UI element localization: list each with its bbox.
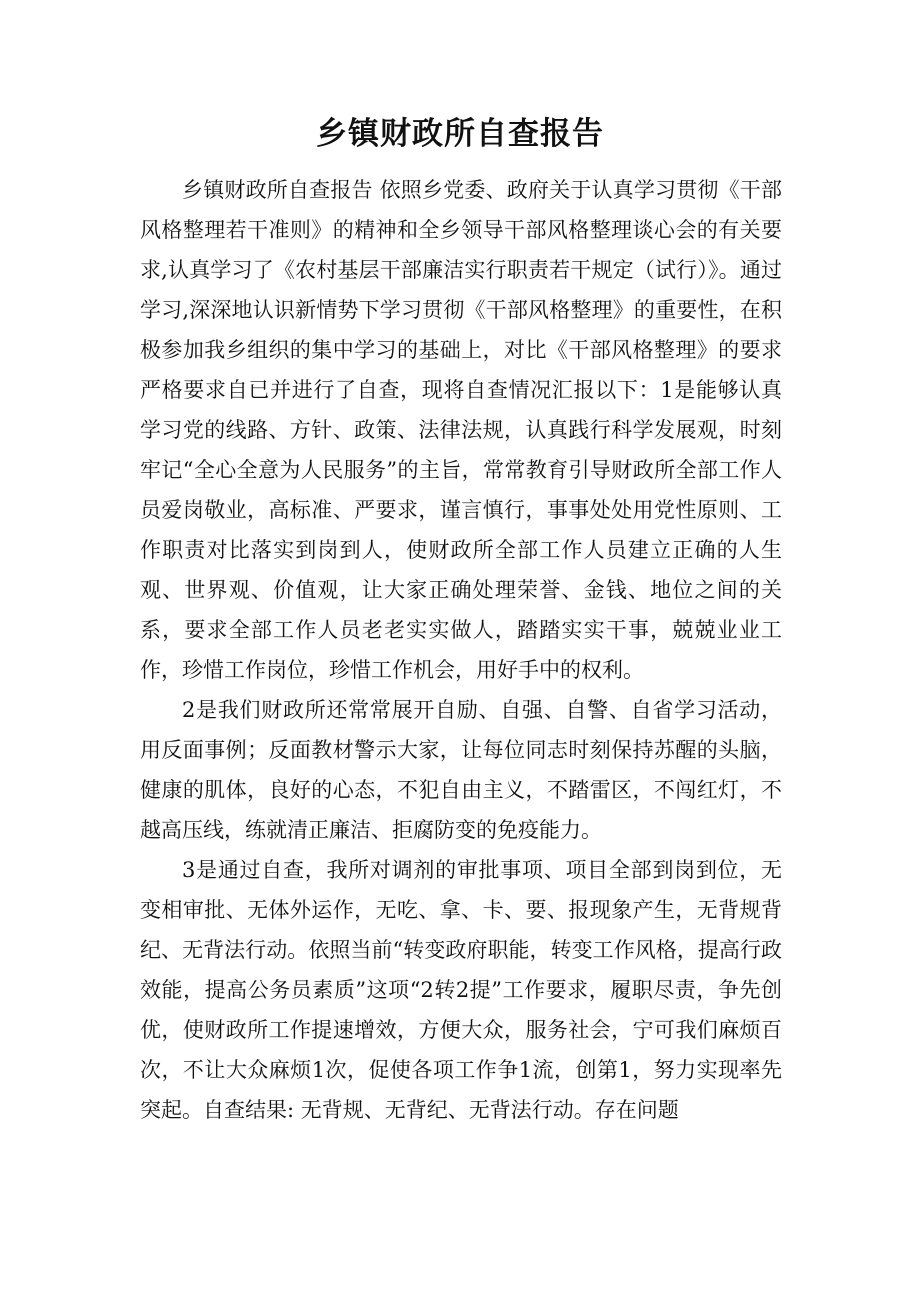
document-title: 乡镇财政所自查报告 [316, 116, 604, 152]
paragraph-1: 乡镇财政所自查报告 依照乡党委、政府关于认真学习贯彻《干部风格整理若干准则》的精神和全乡领导干部风格整理谈心会的有关要求,认真学习了《农村基层干部廉洁实行职责若干规定（试行）》。通过学习,深深地认识新情势下学习贯彻《干部风格整理》的重要性，在积极参加我乡组织的集中学习的基础上，对比《干部风格整理》的要求严格要求自已并进行了自查，现将自查情况汇报以下：1是能够认真学习党的线路、方针、政策、法律法规，认真践行科学发展观，时刻牢记“全心全意为人民服务”的主旨，常常教育引导财政所全部工作人员爱岗敬业，高标准、严要求，谨言慎行，事事处处用党性原则、工作职责对比落实到岗到人，使财政所全部工作人员建立正确的人生观、世界观、价值观，让大家正确处理荣誉、金钱、地位之间的关系，要求全部工作人员老老实实做人，踏踏实实干事，兢兢业业工作，珍惜工作岗位，珍惜工作机会，用好手中的权利。 [140, 178, 782, 682]
document-body [140, 170, 782, 1130]
paragraph-2: 2是我们财政所还常常展开自励、自强、自警、自省学习活动，用反面事例；反面教材警示大家，让每位同志时刻保持苏醒的头脑，健康的肌体，良好的心态，不犯自由主义，不踏雷区，不闯红灯，不越高压线，练就清正廉洁、拒腐防变的免疫能力。 [140, 698, 782, 842]
paragraph-3: 3是通过自查，我所对调剂的审批事项、项目全部到岗到位，无变相审批、无体外运作，无吃、拿、卡、要、报现象产生，无背规背纪、无背法行动。依照当前“转变政府职能，转变工作风格，提高行政效能，提高公务员素质”这项“2转2提”工作要求，履职尽责，争先创优，使财政所工作提速增效，方便大众，服务社会，宁可我们麻烦百次，不让大众麻烦1次，促使各项工作争1流，创第1，努力实现率先突起。自查结果: 无背规、无背纪、无背法行动。存在问题 [140, 858, 782, 1122]
